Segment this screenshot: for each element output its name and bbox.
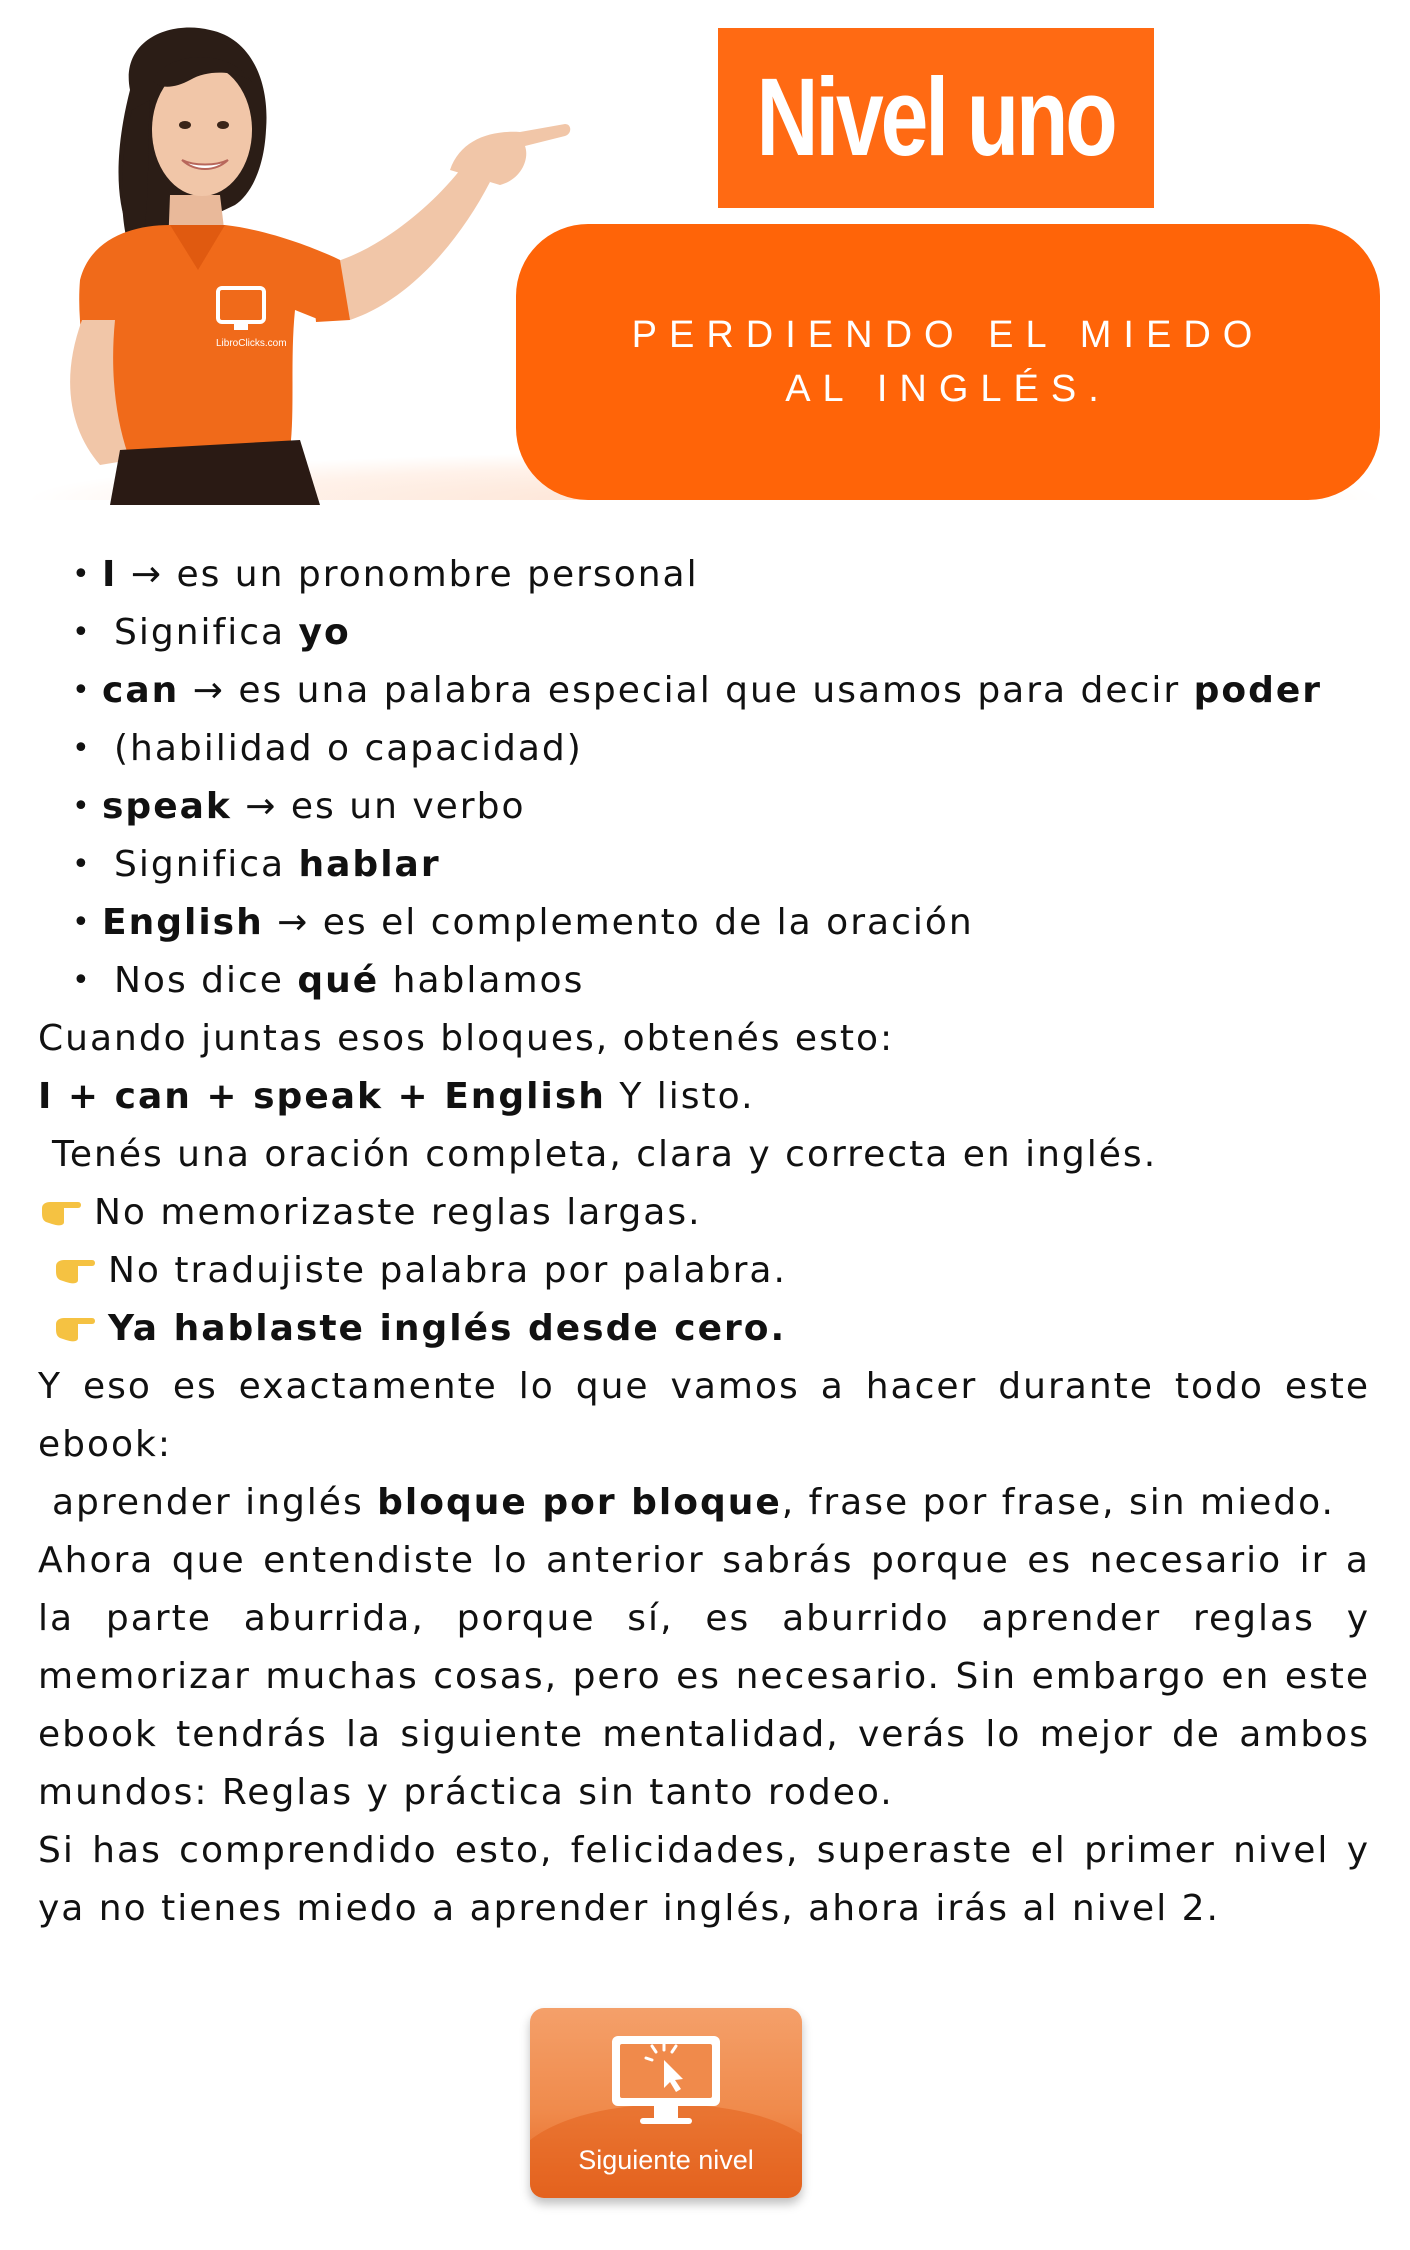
monitor-click-icon	[606, 2030, 726, 2130]
subtitle-pill	[516, 224, 1380, 500]
next-level-button[interactable]	[530, 2008, 802, 2198]
paragraph-congrats: Si has comprendido esto, felicidades, superaste el primer nivel y ya no tienes miedo a aprender inglés, ahora irás al nivel 2.	[38, 1830, 1370, 1929]
paragraph-ebook-line1: Y eso es exactamente lo que vamos a hacer durante todo este	[38, 1366, 1370, 1407]
paragraph-rules: Ahora que entendiste lo anterior sabrás porque es necesario ir a la parte aburrida, porque sí, es aburrido aprender reglas y memorizar muchas cosas, pero es necesario. Sin embargo en este ebook tendrás la siguiente mentalidad, verás lo mejor de ambos mundos: Reglas y práctica sin tanto rodeo.	[38, 1540, 1370, 1813]
next-level-label[interactable]: Siguiente nivel	[578, 2145, 754, 2175]
list-item: • Nos dice qué hablamos	[38, 952, 1370, 1010]
main-content	[38, 546, 1370, 1938]
hero-section	[0, 0, 1410, 505]
list-item: • I → es un pronombre personal	[38, 546, 1370, 604]
paragraph-blocks: Cuando juntas esos bloques, obtenés esto:	[38, 1018, 895, 1059]
paragraph-ebook-line2: ebook:	[38, 1424, 173, 1465]
point-item: Ya hablaste inglés desde cero.	[38, 1300, 1370, 1358]
list-item: • speak → es un verbo	[38, 778, 1370, 836]
paragraph-method: aprender inglés bloque por bloque, frase por frase, sin miedo.	[52, 1482, 1335, 1523]
list-item: • Significa hablar	[38, 836, 1370, 894]
formula-line: I + can + speak + English Y listo.	[38, 1076, 755, 1117]
pointing-hand-icon	[52, 1254, 98, 1286]
instructor-photo	[20, 20, 580, 505]
title-banner	[718, 28, 1154, 208]
list-item: • English → es el complemento de la oración	[38, 894, 1370, 952]
list-item: • Significa yo	[38, 604, 1370, 662]
pointing-hand-icon	[38, 1196, 84, 1228]
list-item: • can → es una palabra especial que usamos para decir poder	[38, 662, 1370, 720]
paragraph-result: Tenés una oración completa, clara y correcta en inglés.	[52, 1134, 1158, 1175]
page-subtitle: PERDIENDO EL MIEDO AL INGLÉS.	[631, 314, 1265, 410]
list-item: • (habilidad o capacidad)	[38, 720, 1370, 778]
explanation-list	[38, 546, 1370, 1010]
point-item: No tradujiste palabra por palabra.	[38, 1242, 1370, 1300]
page-title: Nivel uno	[756, 56, 1116, 179]
point-item: No memorizaste reglas largas.	[38, 1184, 1370, 1242]
pointing-hand-icon	[52, 1312, 98, 1344]
shirt-logo-text: LibroClicks.com	[216, 338, 287, 349]
